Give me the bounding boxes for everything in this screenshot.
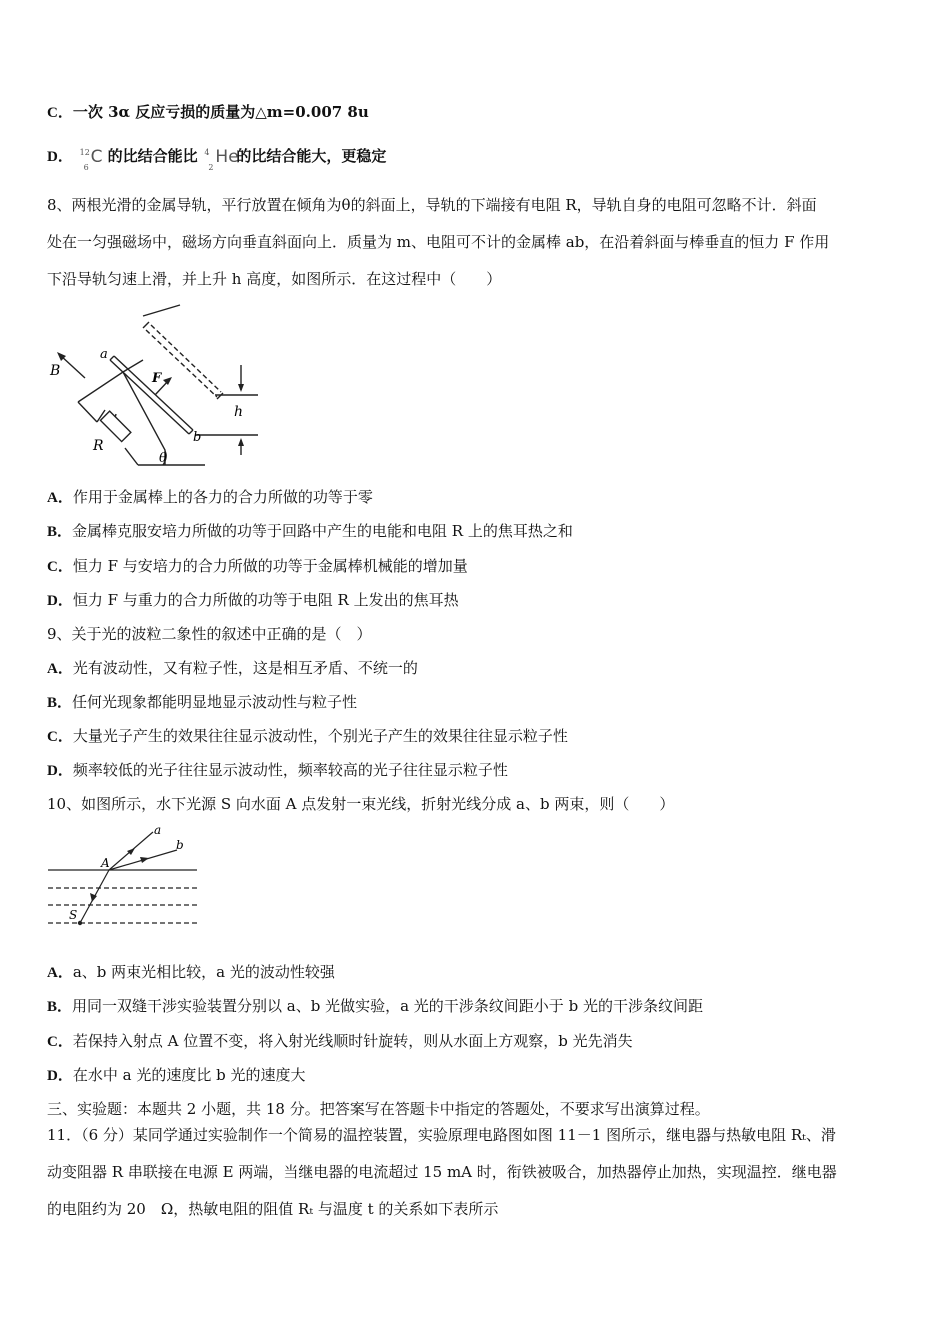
q8-stem-line: 8、两根光滑的金属导轨，平行放置在倾角为θ的斜面上，导轨的下端接有电阻 R，导轨自身的电阻可忽略不计．斜面 <box>47 196 817 214</box>
option-text-mid: 的比结合能比 <box>107 147 198 165</box>
label-a: a <box>100 347 108 362</box>
q9-option-d: D．频率较低的光子往往显示波动性，频率较高的光子往往显示粒子性 <box>47 761 508 779</box>
label-S: S <box>69 908 78 922</box>
q10-option-b: B．用同一双缝干涉实验装置分别以 a、b 光做实验，a 光的干涉条纹间距小于 b 光的干涉条纹间距 <box>47 997 703 1015</box>
q8-stem-line: 下沿导轨匀速上滑，并上升 h 高度，如图所示．在这过程中（ ） <box>47 270 502 288</box>
label-R: R <box>93 438 104 454</box>
section-3-heading: 三、实验题：本题共 2 小题，共 18 分。把答案写在答题卡中指定的答题处，不要求写出演算过程。 <box>47 1100 710 1118</box>
q11-stem <box>47 1117 907 1228</box>
option-text: 一次 3α 反应亏损的质量为△m=0.007 8u <box>72 103 369 121</box>
q11-stem-line: 动变阻器 R 串联接在电源 E 两端，当继电器的电流超过 15 mA 时，衔铁被吸合，加热器停止加热，实现温控．继电器 <box>47 1163 837 1181</box>
q9-option-a: A．光有波动性，又有粒子性，这是相互矛盾、不统一的 <box>47 659 418 677</box>
label-b: b <box>193 430 202 445</box>
q8-option-a: A．作用于金属棒上的各力的合力所做的功等于零 <box>47 488 373 506</box>
label-theta: θ <box>159 451 167 466</box>
q8-stem <box>47 187 907 298</box>
q8-option-b: B．金属棒克服安培力所做的功等于回路中产生的电能和电阻 R 上的焦耳热之和 <box>47 522 573 540</box>
q10-option-a: A．a、b 两束光相比较，a 光的波动性较强 <box>47 963 335 981</box>
q11-stem-line: 11．（6 分）某同学通过实验制作一个简易的温控装置，实验原理电路图如图 11－1 图所示，继电器与热敏电阻 Rₜ、滑 <box>47 1126 836 1144</box>
helium-nuclide: 4 2 He <box>204 147 239 172</box>
option-letter: C． <box>47 105 73 121</box>
q7-option-d <box>47 144 386 170</box>
label-B: B <box>50 363 61 379</box>
label-A: A <box>101 856 110 870</box>
label-a: a <box>154 823 162 837</box>
q8-stem-line: 处在一匀强磁场中，磁场方向垂直斜面向上．质量为 m、电阻可不计的金属棒 ab，在沿着斜面与棒垂直的恒力 F 作用 <box>47 233 830 251</box>
label-F: F <box>152 371 162 386</box>
q9-option-c: C．大量光子产生的效果往往显示波动性，个别光子产生的效果往往显示粒子性 <box>47 727 568 745</box>
q11-stem-line: 的电阻约为 20 Ω，热敏电阻的阻值 Rₜ 与温度 t 的关系如下表所示 <box>47 1200 499 1218</box>
q8-option-c: C．恒力 F 与安培力的合力所做的功等于金属棒机械能的增加量 <box>47 557 468 575</box>
q9-stem: 9、关于光的波粒二象性的叙述中正确的是（ ） <box>47 625 372 643</box>
q8-incline-circuit-figure <box>45 300 265 475</box>
label-b: b <box>176 838 184 852</box>
q9-option-b: B．任何光现象都能明显地显示波动性与粒子性 <box>47 693 358 711</box>
q10-option-c: C．若保持入射点 A 位置不变，将入射光线顺时针旋转，则从水面上方观察，b 光先消失 <box>47 1032 633 1050</box>
label-h: h <box>234 404 244 420</box>
q8-option-d: D．恒力 F 与重力的合力所做的功等于电阻 R 上发出的焦耳热 <box>47 591 459 609</box>
q10-option-d: D．在水中 a 光的速度比 b 光的速度大 <box>47 1066 306 1084</box>
q10-stem: 10、如图所示，水下光源 S 向水面 A 点发射一束光线，折射光线分成 a、b 两束，则（ ） <box>47 795 675 813</box>
option-text-tail: 的比结合能大，更稳定 <box>236 147 387 165</box>
option-letter: D． <box>47 149 73 165</box>
carbon-nuclide: 12 6 C <box>79 147 103 172</box>
q7-option-c <box>47 101 369 124</box>
q10-refraction-figure <box>45 822 205 927</box>
